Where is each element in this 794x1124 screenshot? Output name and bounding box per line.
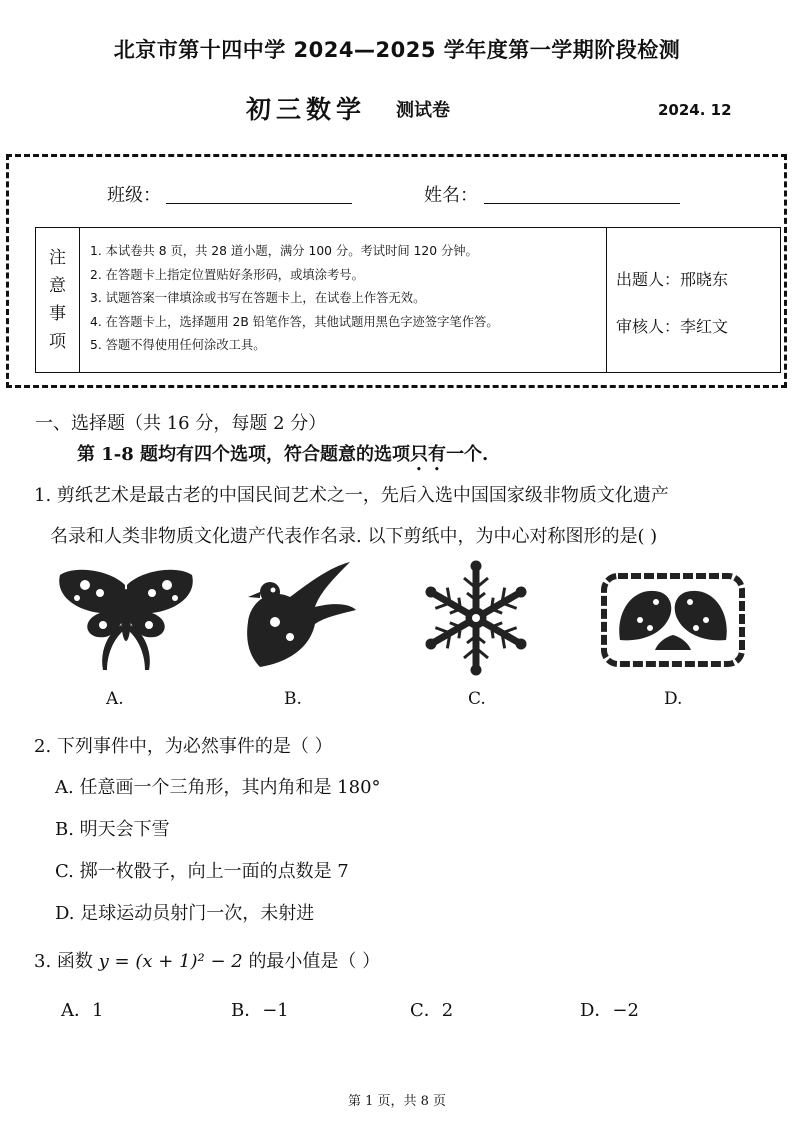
author: 出题人：邢晓东 — [616, 270, 729, 289]
notice-char: 意 — [49, 276, 66, 296]
q3-stem: 3. 函数 y = (x + 1)² − 2 的最小值是（ ） — [34, 951, 381, 972]
q1-option-c: C. — [468, 689, 486, 709]
q3-option-a: A．1 — [61, 1000, 104, 1021]
class-label: 班级： — [107, 185, 161, 206]
q2-option-c: C. 掷一枚骰子，向上一面的点数是 7 — [55, 861, 349, 882]
q2-option-b: B. 明天会下雪 — [55, 819, 170, 840]
notice-char: 项 — [49, 332, 66, 352]
q1-stem-line1: 1. 剪纸艺术是最古老的中国民间艺术之一，先后入选中国国家级非物质文化遗产 — [34, 485, 669, 506]
page-footer: 第 1 页，共 8 页 — [347, 1094, 447, 1109]
exam-title: 北京市第十四中学 2024—2025 学年度第一学期阶段检测 — [113, 38, 681, 62]
butterfly-papercut-image — [55, 565, 197, 673]
exam-date: 2024. 12 — [658, 101, 732, 119]
q1-stem-line2: 名录和人类非物质文化遗产代表作名录. 以下剪纸中，为中心对称图形的是( ) — [50, 526, 658, 547]
fish-papercut-image — [600, 570, 746, 670]
notice-item: 1. 本试卷共 8 页，共 28 道小题，满分 100 分。考试时间 120 分钟。 — [90, 244, 478, 258]
q2-option-d: D. 足球运动员射门一次，未射进 — [55, 903, 315, 924]
name-label: 姓名： — [424, 185, 478, 206]
notice-item: 3. 试题答案一律填涂或书写在答题卡上，在试卷上作答无效。 — [90, 291, 426, 305]
q3-option-d: D．−2 — [580, 1000, 639, 1021]
section-heading: 一、选择题（共 16 分，每题 2 分） — [35, 413, 327, 434]
subject-title: 初三数学 — [246, 95, 367, 124]
swallow-papercut-image — [240, 562, 358, 674]
q1-option-a: A. — [106, 689, 124, 709]
q3-option-c: C．2 — [410, 1000, 454, 1021]
notice-char: 注 — [49, 248, 66, 268]
notice-items — [80, 228, 607, 372]
q3-option-b: B．−1 — [231, 1000, 289, 1021]
notice-header — [36, 228, 80, 372]
section-instruction: 第 1-8 题均有四个选项，符合题意的选项只有一个. — [77, 444, 489, 465]
notice-item: 5. 答题不得使用任何涂改工具。 — [90, 338, 266, 352]
class-field[interactable] — [166, 203, 352, 204]
name-field[interactable] — [484, 203, 680, 204]
q1-option-b: B. — [284, 689, 302, 709]
notice-item: 4. 在答题卡上，选择题用 2B 铅笔作答，其他试题用黑色字迹签字笔作答。 — [90, 314, 499, 329]
paper-type: 测试卷 — [396, 100, 450, 121]
notice-item: 2. 在答题卡上指定位置贴好条形码，或填涂考号。 — [90, 267, 364, 282]
emphasis-text: 只有 — [410, 444, 447, 465]
snowflake-papercut-image — [407, 560, 545, 676]
notice-table — [35, 227, 781, 373]
notice-char: 事 — [49, 304, 66, 324]
q1-option-d: D. — [664, 689, 683, 709]
notice-staff — [607, 228, 780, 372]
q2-stem: 2. 下列事件中，为必然事件的是（ ） — [34, 736, 333, 757]
reviewer: 审核人：李红文 — [616, 317, 729, 336]
q2-option-a: A. 任意画一个三角形，其内角和是 180° — [55, 777, 381, 798]
q3-formula: y = (x + 1)² − 2 — [98, 951, 243, 972]
